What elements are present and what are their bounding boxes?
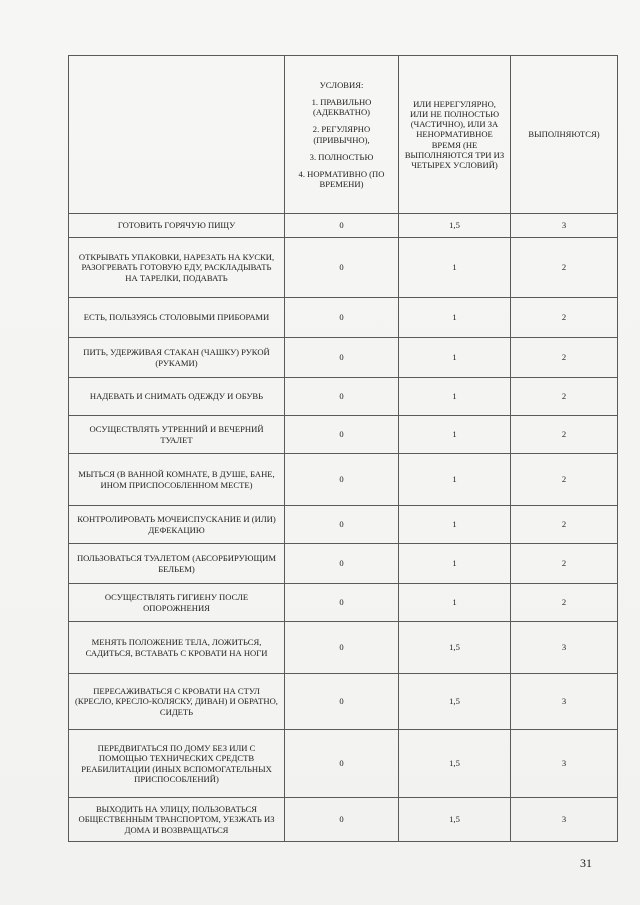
score-none-cell: 2 — [511, 298, 618, 338]
score-none-cell: 2 — [511, 378, 618, 416]
table-row — [69, 506, 618, 544]
score-none-cell: 2 — [511, 338, 618, 378]
activity-cell: ЕСТЬ, ПОЛЬЗУЯСЬ СТОЛОВЫМИ ПРИБОРАМИ — [69, 298, 285, 338]
score-full-cell: 0 — [285, 238, 399, 298]
score-partial-cell: 1 — [399, 416, 511, 454]
activity-cell: ПЕРЕСАЖИВАТЬСЯ С КРОВАТИ НА СТУЛ (КРЕСЛО, КРЕСЛО-КОЛЯСКУ, ДИВАН) И ОБРАТНО, СИДЕТЬ — [69, 674, 285, 730]
table-row — [69, 338, 618, 378]
page-number: 31 — [580, 856, 592, 870]
score-full-cell: 0 — [285, 544, 399, 584]
score-partial-cell: 1,5 — [399, 798, 511, 842]
score-partial-cell: 1,5 — [399, 214, 511, 238]
score-partial-cell: 1 — [399, 378, 511, 416]
table-row — [69, 416, 618, 454]
score-full-cell: 0 — [285, 454, 399, 506]
condition-3: 3. ПОЛНОСТЬЮ — [309, 151, 374, 162]
score-none-cell: 3 — [511, 730, 618, 798]
header-empty-cell — [69, 56, 285, 214]
score-full-cell: 0 — [285, 622, 399, 674]
score-none-cell: 2 — [511, 584, 618, 622]
score-none-cell: 2 — [511, 238, 618, 298]
score-full-cell: 0 — [285, 214, 399, 238]
score-full-cell: 0 — [285, 674, 399, 730]
score-full-cell: 0 — [285, 298, 399, 338]
header-partial-cell — [399, 56, 511, 214]
activity-cell: ПОЛЬЗОВАТЬСЯ ТУАЛЕТОМ (АБСОРБИРУЮЩИМ БЕЛЬЕМ) — [69, 544, 285, 584]
score-partial-cell: 1,5 — [399, 674, 511, 730]
condition-1: 1. ПРАВИЛЬНО (АДЕКВАТНО) — [311, 97, 372, 118]
score-partial-cell: 1 — [399, 506, 511, 544]
score-partial-cell: 1 — [399, 584, 511, 622]
not-performed-description: ВЫПОЛНЯЮТСЯ) — [528, 129, 600, 140]
header-conditions-cell — [285, 56, 399, 214]
score-partial-cell: 1 — [399, 238, 511, 298]
score-partial-cell: 1 — [399, 544, 511, 584]
score-full-cell: 0 — [285, 798, 399, 842]
score-partial-cell: 1,5 — [399, 622, 511, 674]
score-full-cell: 0 — [285, 378, 399, 416]
score-none-cell: 2 — [511, 454, 618, 506]
condition-4: 4. НОРМАТИВНО (ПО ВРЕМЕНИ) — [298, 168, 385, 189]
score-none-cell: 3 — [511, 622, 618, 674]
table-row — [69, 214, 618, 238]
table-row — [69, 622, 618, 674]
score-full-cell: 0 — [285, 506, 399, 544]
table-row — [69, 378, 618, 416]
activity-cell: ПЕРЕДВИГАТЬСЯ ПО ДОМУ БЕЗ ИЛИ С ПОМОЩЬЮ ТЕХНИЧЕСКИХ СРЕДСТВ РЕАБИЛИТАЦИИ (ИНЫХ ВСПОМОГАТЕЛЬНЫХ ПРИСПОСОБЛЕНИЙ) — [69, 730, 285, 798]
activity-cell: МЫТЬСЯ (В ВАННОЙ КОМНАТЕ, В ДУШЕ, БАНЕ, ИНОМ ПРИСПОСОБЛЕННОМ МЕСТЕ) — [69, 454, 285, 506]
activity-cell: ОСУЩЕСТВЛЯТЬ УТРЕННИЙ И ВЕЧЕРНИЙ ТУАЛЕТ — [69, 416, 285, 454]
score-full-cell: 0 — [285, 730, 399, 798]
conditions-title: УСЛОВИЯ: — [319, 79, 364, 90]
table-row — [69, 730, 618, 798]
activity-cell: МЕНЯТЬ ПОЛОЖЕНИЕ ТЕЛА, ЛОЖИТЬСЯ, САДИТЬСЯ, ВСТАВАТЬ С КРОВАТИ НА НОГИ — [69, 622, 285, 674]
activity-cell: ВЫХОДИТЬ НА УЛИЦУ, ПОЛЬЗОВАТЬСЯ ОБЩЕСТВЕННЫМ ТРАНСПОРТОМ, УЕЗЖАТЬ ИЗ ДОМА И ВОЗВРАЩАТЬСЯ — [69, 798, 285, 842]
score-none-cell: 3 — [511, 214, 618, 238]
partial-description: ИЛИ НЕРЕГУЛЯРНО, ИЛИ НЕ ПОЛНОСТЬЮ (ЧАСТИЧНО), ИЛИ ЗА НЕНОРМАТИВНОЕ ВРЕМЯ (НЕ ВЫПОЛНЯЮТСЯ ТРИ ИЗ ЧЕТЫРЕХ УСЛОВИЙ) — [404, 99, 505, 170]
activity-cell: ОТКРЫВАТЬ УПАКОВКИ, НАРЕЗАТЬ НА КУСКИ, РАЗОГРЕВАТЬ ГОТОВУЮ ЕДУ, РАСКЛАДЫВАТЬ НА ТАРЕЛКИ, ПОДАВАТЬ — [69, 238, 285, 298]
activity-cell: ПИТЬ, УДЕРЖИВАЯ СТАКАН (ЧАШКУ) РУКОЙ (РУКАМИ) — [69, 338, 285, 378]
table-row — [69, 544, 618, 584]
table-header-row — [69, 56, 618, 214]
score-partial-cell: 1 — [399, 298, 511, 338]
table-row — [69, 584, 618, 622]
activity-cell: ОСУЩЕСТВЛЯТЬ ГИГИЕНУ ПОСЛЕ ОПОРОЖНЕНИЯ — [69, 584, 285, 622]
activity-cell: КОНТРОЛИРОВАТЬ МОЧЕИСПУСКАНИЕ И (ИЛИ) ДЕФЕКАЦИЮ — [69, 506, 285, 544]
score-full-cell: 0 — [285, 338, 399, 378]
table-row — [69, 674, 618, 730]
score-partial-cell: 1 — [399, 454, 511, 506]
table-row — [69, 298, 618, 338]
table-row — [69, 798, 618, 842]
score-none-cell: 2 — [511, 506, 618, 544]
score-full-cell: 0 — [285, 416, 399, 454]
activity-cell: ГОТОВИТЬ ГОРЯЧУЮ ПИЩУ — [69, 214, 285, 238]
table-row — [69, 238, 618, 298]
score-none-cell: 2 — [511, 544, 618, 584]
assessment-table — [68, 55, 618, 842]
table-row — [69, 454, 618, 506]
header-not-performed-cell — [511, 56, 618, 214]
score-full-cell: 0 — [285, 584, 399, 622]
activity-cell: НАДЕВАТЬ И СНИМАТЬ ОДЕЖДУ И ОБУВЬ — [69, 378, 285, 416]
condition-2: 2. РЕГУЛЯРНО (ПРИВЫЧНО), — [312, 124, 371, 145]
score-partial-cell: 1 — [399, 338, 511, 378]
score-none-cell: 3 — [511, 798, 618, 842]
score-none-cell: 3 — [511, 674, 618, 730]
score-none-cell: 2 — [511, 416, 618, 454]
score-partial-cell: 1,5 — [399, 730, 511, 798]
